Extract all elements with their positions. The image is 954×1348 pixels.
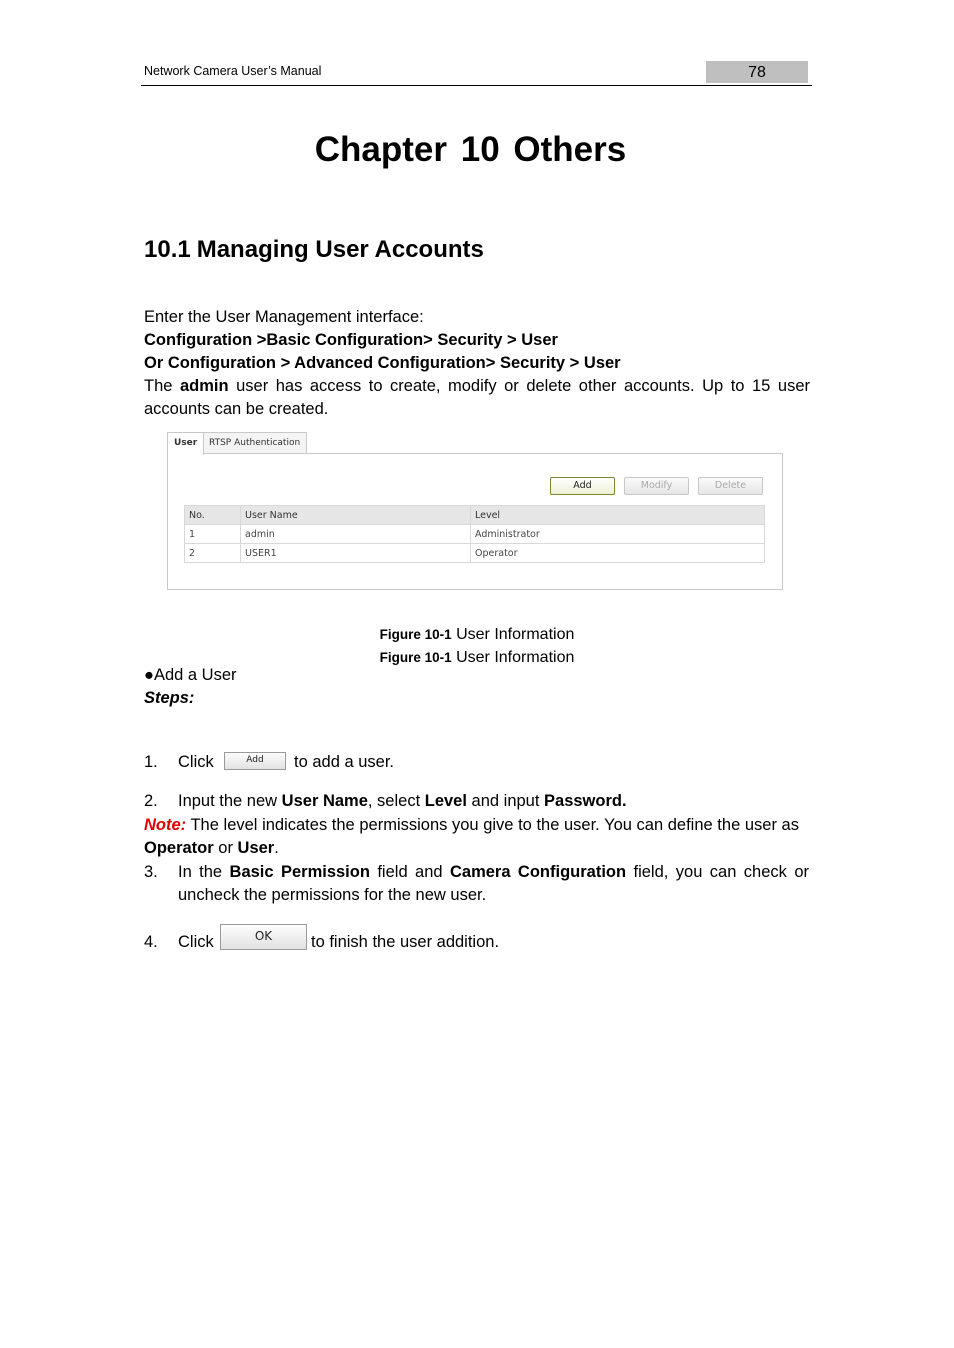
note-t1: The level indicates the permissions you give to the user. You can define the user as (186, 816, 799, 834)
table-row[interactable] (185, 544, 765, 563)
step-3-t1: In the (178, 863, 230, 881)
intro-text-rest: user has access to create, modify or delete other accounts. Up to 15 user accounts can be created. (144, 377, 810, 418)
note-operator: Operator (144, 839, 214, 857)
user-table (184, 505, 765, 563)
intro-text-start: The (144, 377, 180, 395)
cell-no: 2 (185, 544, 241, 563)
column-header-no: No. (185, 506, 241, 525)
note-t2: or (213, 839, 238, 857)
header-rule (141, 85, 812, 86)
cell-user-name: admin (241, 525, 471, 544)
step-1-number: 1. (144, 753, 158, 771)
step-3-camera-configuration: Camera Configuration (449, 863, 627, 881)
cell-level: Administrator (471, 525, 765, 544)
step-3-number: 3. (144, 863, 158, 881)
add-button[interactable]: Add (550, 477, 615, 495)
cell-level: Operator (471, 544, 765, 563)
step-2-t3: and input (466, 792, 545, 810)
user-panel (167, 453, 783, 590)
table-header-row (185, 506, 765, 525)
intro-line: Enter the User Management interface: (144, 308, 424, 326)
tab-user[interactable]: User (167, 432, 204, 455)
intro-admin: admin (179, 377, 229, 395)
figure-text: User Information (451, 649, 575, 666)
user-management-screenshot (167, 430, 783, 590)
table-row[interactable] (185, 525, 765, 544)
step-2-level: Level (424, 792, 467, 810)
add-user-bullet: ●Add a User (144, 666, 237, 684)
step-3-basic-permission: Basic Permission (229, 863, 370, 881)
step-3-t2: field and (369, 863, 450, 881)
step-1-click: Click (178, 753, 214, 771)
section-number: 10.1 (144, 236, 191, 263)
tab-rtsp-authentication[interactable]: RTSP Authentication (202, 432, 307, 453)
section-title: Managing User Accounts (196, 236, 484, 263)
note-t3: . (274, 839, 279, 857)
intro-paragraph (144, 375, 810, 421)
step-4-text: to finish the user addition. (311, 933, 500, 951)
inline-add-button[interactable]: Add (224, 752, 286, 770)
running-header-title: Network Camera User’s Manual (144, 64, 322, 78)
figure-caption (0, 626, 954, 644)
menu-path-basic: Configuration >Basic Configuration> Security > User (144, 331, 558, 349)
note-paragraph (144, 814, 799, 860)
step-2-t1: Input the new (178, 792, 282, 810)
note-user: User (237, 839, 275, 857)
chapter-title: Chapter 10 Others (314, 130, 627, 169)
steps-label: Steps: (144, 689, 195, 707)
step-3-text (178, 861, 809, 907)
column-header-user-name: User Name (241, 506, 471, 525)
delete-button[interactable]: Delete (698, 477, 763, 495)
cell-user-name: USER1 (241, 544, 471, 563)
figure-text: User Information (451, 626, 575, 643)
step-3-t3: field, you can check or uncheck the permissions for the new user. (178, 863, 809, 904)
column-header-level: Level (471, 506, 765, 525)
step-2-user-name: User Name (281, 792, 368, 810)
step-2-t2: , select (367, 792, 425, 810)
step-4-click: Click (178, 933, 214, 951)
step-1-text: to add a user. (294, 753, 394, 771)
figure-label: Figure 10-1 (379, 650, 452, 665)
step-2-password: Password. (544, 792, 627, 810)
step-4-number: 4. (144, 933, 158, 951)
menu-path-advanced: Or Configuration > Advanced Configuration> Security > User (144, 354, 621, 372)
cell-no: 1 (185, 525, 241, 544)
section-heading (144, 236, 484, 264)
inline-ok-button[interactable]: OK (220, 924, 307, 950)
step-2-text (178, 790, 627, 813)
figure-label: Figure 10-1 (379, 627, 452, 642)
intro-block (144, 306, 810, 421)
note-label: Note: (144, 816, 187, 834)
step-2-number: 2. (144, 792, 158, 810)
page-number: 78 (706, 61, 808, 83)
modify-button[interactable]: Modify (624, 477, 689, 495)
